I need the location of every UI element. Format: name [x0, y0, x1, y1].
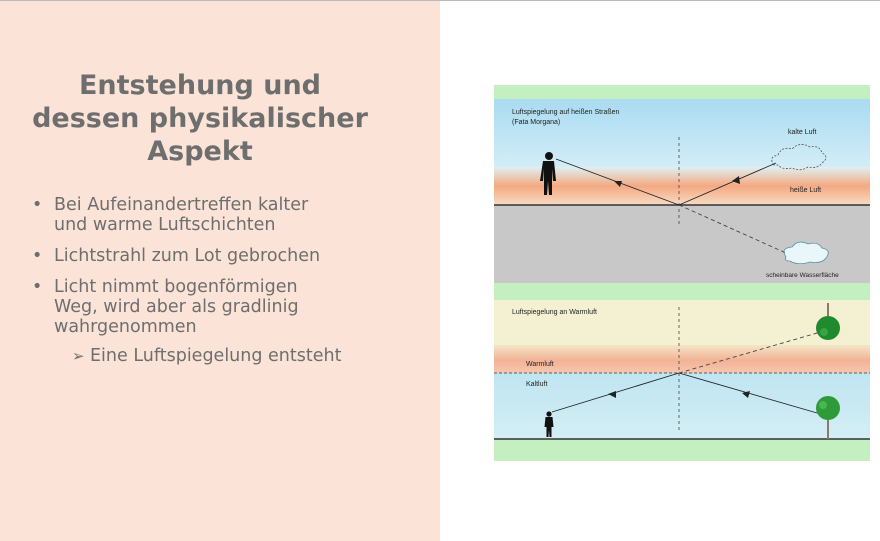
cold-air-label: Kaltluft: [526, 381, 548, 388]
bullet-text: Bei Aufeinandertreffen kalter: [54, 195, 309, 215]
hot-air-label: heiße Luft: [790, 187, 822, 194]
upper-air-layer: [494, 300, 870, 345]
bullet-item: [32, 277, 392, 337]
bullet-dot: •: [32, 195, 43, 215]
bullet-text: Weg, wird aber als gradlinig: [54, 297, 299, 317]
road-mirage-panel: [494, 99, 870, 283]
sub-bullet-item: [32, 346, 392, 366]
apparent-water-label: scheinbare Wasserfläche: [766, 272, 839, 279]
bullet-dot: •: [32, 246, 43, 266]
bullet-text: wahrgenommen: [54, 317, 197, 337]
arrow-bullet-icon: ➢: [72, 347, 85, 365]
bullet-item: [32, 246, 392, 266]
warm-air-layer: [494, 345, 870, 373]
warm-air-mirage-panel: [494, 300, 870, 439]
sub-bullet-text: Eine Luftspiegelung entsteht: [90, 346, 342, 366]
bullet-dot: •: [32, 277, 43, 297]
bullet-text: Licht nimmt bogenförmigen: [54, 277, 298, 297]
cold-air-label: kalte Luft: [788, 129, 817, 136]
caption-line-2: (Fata Morgana): [512, 119, 561, 126]
bullet-text: Lichtstrahl zum Lot gebrochen: [54, 246, 321, 266]
mirage-diagram: [494, 85, 870, 461]
title-line: Entstehung und: [78, 70, 322, 101]
slide-title: [20, 69, 380, 168]
caption: Luftspiegelung an Warmluft: [512, 309, 597, 316]
warm-air-label: Warmluft: [526, 361, 554, 368]
caption-line-1: Luftspiegelung auf heißen Straßen: [512, 109, 620, 116]
bullet-list: [32, 195, 392, 366]
text-panel: [0, 1, 440, 541]
title-line: dessen physikalischer: [32, 103, 368, 134]
title-line: Aspekt: [147, 136, 253, 167]
bullet-text: und warme Luftschichten: [54, 215, 276, 235]
bullet-item: [32, 195, 392, 235]
